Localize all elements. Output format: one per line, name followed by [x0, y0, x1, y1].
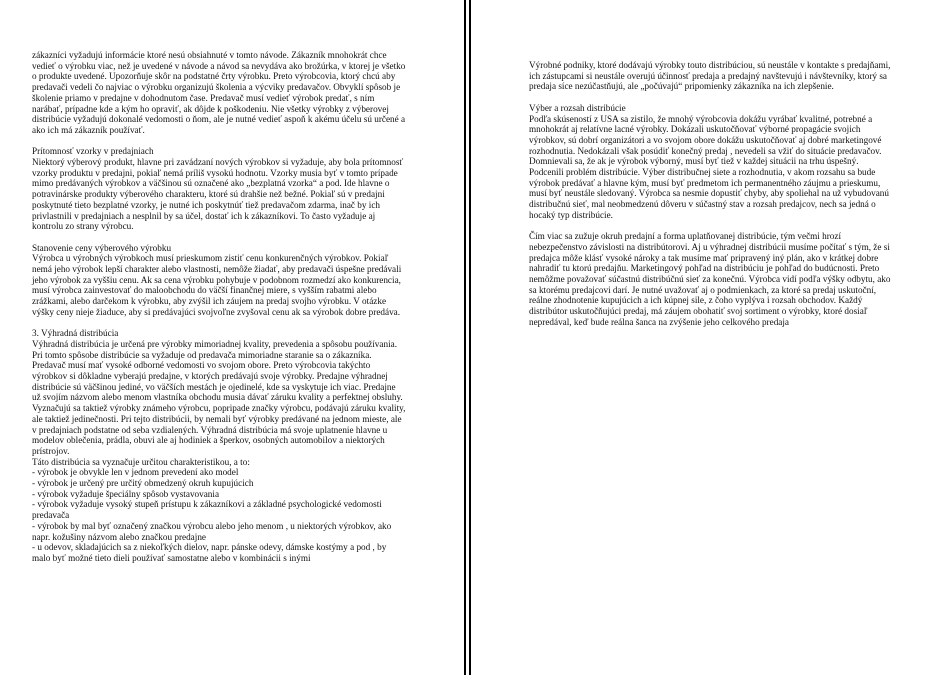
page-gutter [463, 0, 473, 675]
page-divider [469, 0, 471, 675]
list-item: - výrobok vyžaduje vysoký stupeň prístupu k zákazníkovi a základné psychologické vedomosti predavača [32, 499, 382, 521]
list-item: - výrobok je určený pre určitý obmedzený okruh kupujúcich [32, 478, 254, 489]
left-page [0, 0, 463, 675]
section-vzorky [32, 146, 406, 232]
section-zavislost [529, 231, 891, 327]
section-body: Podľa skúseností z USA sa zistilo, že mnohý výrobcovia dokážu vyrábať kvalitné, potrebné a mnohokrát aj relatívne lacné výrobky. Dokázali uskutočňovať výborné propagácie svojich výrobkov, sú dobrí organizátori a vo svojom obore dokážu uskutočňovať aj dobré marketingové rozhodnutia. Nedokázali však posúdiť konečný predaj , nevedeli sa vžiť do situácie predavačov. Domnievali sa, že ak je výrobok výborný, musí byť tiež v každej situácii na trhu úspešný. Podcenili problém distribúcie. Výber distribučnej siete a rozhodnutia, v akom rozsahu sa bude výrobok predávať a hlavne kým, musí byť predmetom ich permanentného záujmu a prieskumu, musí byť neustále sledovaný. Výrobca sa nesmie dopustiť chyby, aby spoliehal na už vybudovanú distribučnú sieť, mal neobmedzenú dôveru v súčastný stav a rozsah predajcov, nech sa jedná o hocaký typ distribúcie. [529, 113, 889, 220]
list-item: - výrobok je obvykle len v jednom prevedení ako model [32, 467, 239, 478]
left-page-text [32, 50, 406, 574]
list-item: - výrobok vyžaduje špeciálny spôsob vystavovania [32, 488, 220, 499]
right-page [473, 0, 942, 675]
section-body: Výhradná distribúcia je určená pre výrobky mimoriadnej kvality, prevedenia a spôsobu používania. Pri tomto spôsobe distribúcie sa vyžaduje od predavača mimoriadne staranie sa o zákazníka. Predavač musí mať vysoké odborné vedomosti vo svojom obore. Preto výrobcovia takýchto výrobkov si dôkladne vyberajú predajne, v ktorých predávajú svoje výrobky. Predajne výhradnej distribúcie sú väčšinou jediné, vo väčších mestách je ojedinelé, kde sa vyskytuje ich viac. Predajne už svojím názvom alebo menom vlastníka obchodu musia dávať záruku kvality a perfektnej obsluhy. Vyznačujú sa taktiež výrobky známeho výrobcu, popripade značky výrobcu, podávajú záruku kvality, ale taktiež jedinečnosti. Pri tejto distribúcii, by nemali byť výrobky predávané na jednom mieste, ale v predajniach podstatne od seba vzdialených. Výhradná distribúcia má svoje uplatnenie hlavne u modelov oblečenia, prádla, obuvi ale aj hodiniek a šperkov, osobných automobilov a niektorých prístrojov. [32, 338, 406, 456]
left-intro-paragraph [32, 50, 406, 136]
section-body: Výrobca u výrobných výrobkoch musí prieskumom zistiť cenu konkurenčných výrobkov. Pokiaľ nemá jeho výrobok lepší charakter alebo vlastnosti, nemôže žiadať, aby predavači úspešne predávali jeho výrobok za vyššiu cenu. Ak sa cena výrobku pohybuje v podobnom rozmedzí ako konkurencia, musí výrobca zainvestovať do maloobchodu do väčší finančnej miere, s vyšším rabatmi alebo zrážkami, alebo darčekom k výrobku, aby zvýšil ich záujem na predaj svojho výrobku. V otázke výšky ceny nieje žiaduce, aby si predávajúci svojvoľne zvyšoval cenu ak sa výrobok dobre predáva. [32, 253, 402, 317]
characteristics-list [32, 467, 406, 563]
page-divider [464, 0, 466, 675]
list-item: - výrobok by mal byť označený značkou výrobcu alebo jeho menom , u niektorých výrobkov, ako napr. kožušiny názvom alebo značkou predajne [32, 520, 392, 542]
section-vyhradna-distribucia [32, 328, 406, 563]
section-heading: Výber a rozsah distribúcie [529, 102, 626, 113]
right-page-text [529, 60, 891, 338]
section-vyber-rozsah [529, 103, 891, 221]
section-heading: Prítomnosť vzorky v predajniach [32, 146, 154, 157]
list-item: - u odevov, skladajúcich sa z niekoľkých dielov, napr. pánske odevy, dámske kostýmy a pod , by malo byť možné tieto dieli používať samostatne alebo v kombinácii s inými [32, 542, 387, 563]
paragraph-text: Výrobné podniky, ktoré dodávajú výrobky touto distribúciou, sú neustále v kontakte s predajňami, ich zástupcami si neustále overujú účinnosť predaja a predajný navštevujú i návštevníky, ktorý sa predaja síce nezúčastňujú, ale „počúvajú“ pripomienky zákazníka na ich zlepšenie. [529, 60, 891, 92]
section-heading: 3. Výhradná distribúcia [32, 328, 119, 339]
list-intro: Táto distribúcia sa vyznačuje určitou charakteristikou, a to: [32, 456, 250, 467]
section-heading: Stanovenie ceny výberového výrobku [32, 242, 172, 253]
section-cena [32, 243, 406, 318]
section-body: Niektorý výberový produkt, hlavne pri zavádzaní nových výrobkov si vyžaduje, aby bola prítomnosť vzorky produktu v predajni, pokiaľ nemá príliš vysokú hodnotu. Vzorky musia byť v tomto prípade mimo predávaných výrobkov a väčšinou sú označené ako „bezplatná vzorka“ a pod. Ide hlavne o potravinárske produkty výberového charakteru, ktoré sú drahšie než bežné. Pokiaľ sú v predajni poskytnuté tieto bezplatné vzorky, je nutné ich poskytnúť tiež predavačom zdarma, inač by ich privlastnili v predajniach a nesplnil by sa účel, dostať ich k zákazníkovi. To často vyžaduje aj kontrolu zo strany výrobcu. [32, 157, 404, 232]
section-body: Čím viac sa zužuje okruh predajní a forma uplatňovanej distribúcie, tým večmi hrozí nebezpečenstvo závislosti na distribútorovi. Aj u výhradnej distribúcii musíme počítať s tým, že si predajca môže klásť vysoké nároky a tak musíme mať pripravený iný plán, ako v krátkej dobre nahradiť tu ktorú predajňu. Marketingový pohľad na distribúciu je pohľad do budúcnosti. Preto nemôžme považovať súčastnú distribúčnú sieť za konečnú. Výrobca vidí podľa výšky odbytu, ako sa ktorému predajcovi darí. Je nutné uvažovať aj o podmienkach, za ktoré sa predaj uskutoční, reálne zhodnotenie kupujúcich a ich kúpnej sile, z čoho vyplýva i rozsah obchodov. Každý distribútor uskutočňujúci predaj, má záujem obohatiť svoj sortiment o výrobky, ktoré dosiaľ nepredával, keď bude reálna šanca na zvýšenie jeho celkového predaja [529, 231, 891, 327]
paragraph-text: zákazníci vyžadujú informácie ktoré nesú obsiahnuté v tomto návode. Zákazník mnohokrát chce vedieť o výrobku viac, než je uvedené v návode a návod sa nevydáva ako brožúrka, v ktorej je všetko o produkte uvedené. Upozorňuje skôr na podstatné črty výrobku. Preto výrobcovia, ktorý chcú aby predavači vedeli čo najviac o výrobku organizujú školenia a výcviky predavačov. Obvyklí spôsob je školenie priamo v predajne v dohodnutom čase. Predavač musí vedieť výrobok predať, s ním narábať, prípadne kde a kým ho opraviť, ak dôjde k poškodeniu. Nie všetky výrobky z výberovej distribúcie vyžadujú dokonalé vedomosti o ňom, ale je nutné vedieť aspoň k akému účelu sú určené a ako ich má zákazník používať. [32, 50, 406, 135]
right-intro-paragraph [529, 60, 891, 92]
